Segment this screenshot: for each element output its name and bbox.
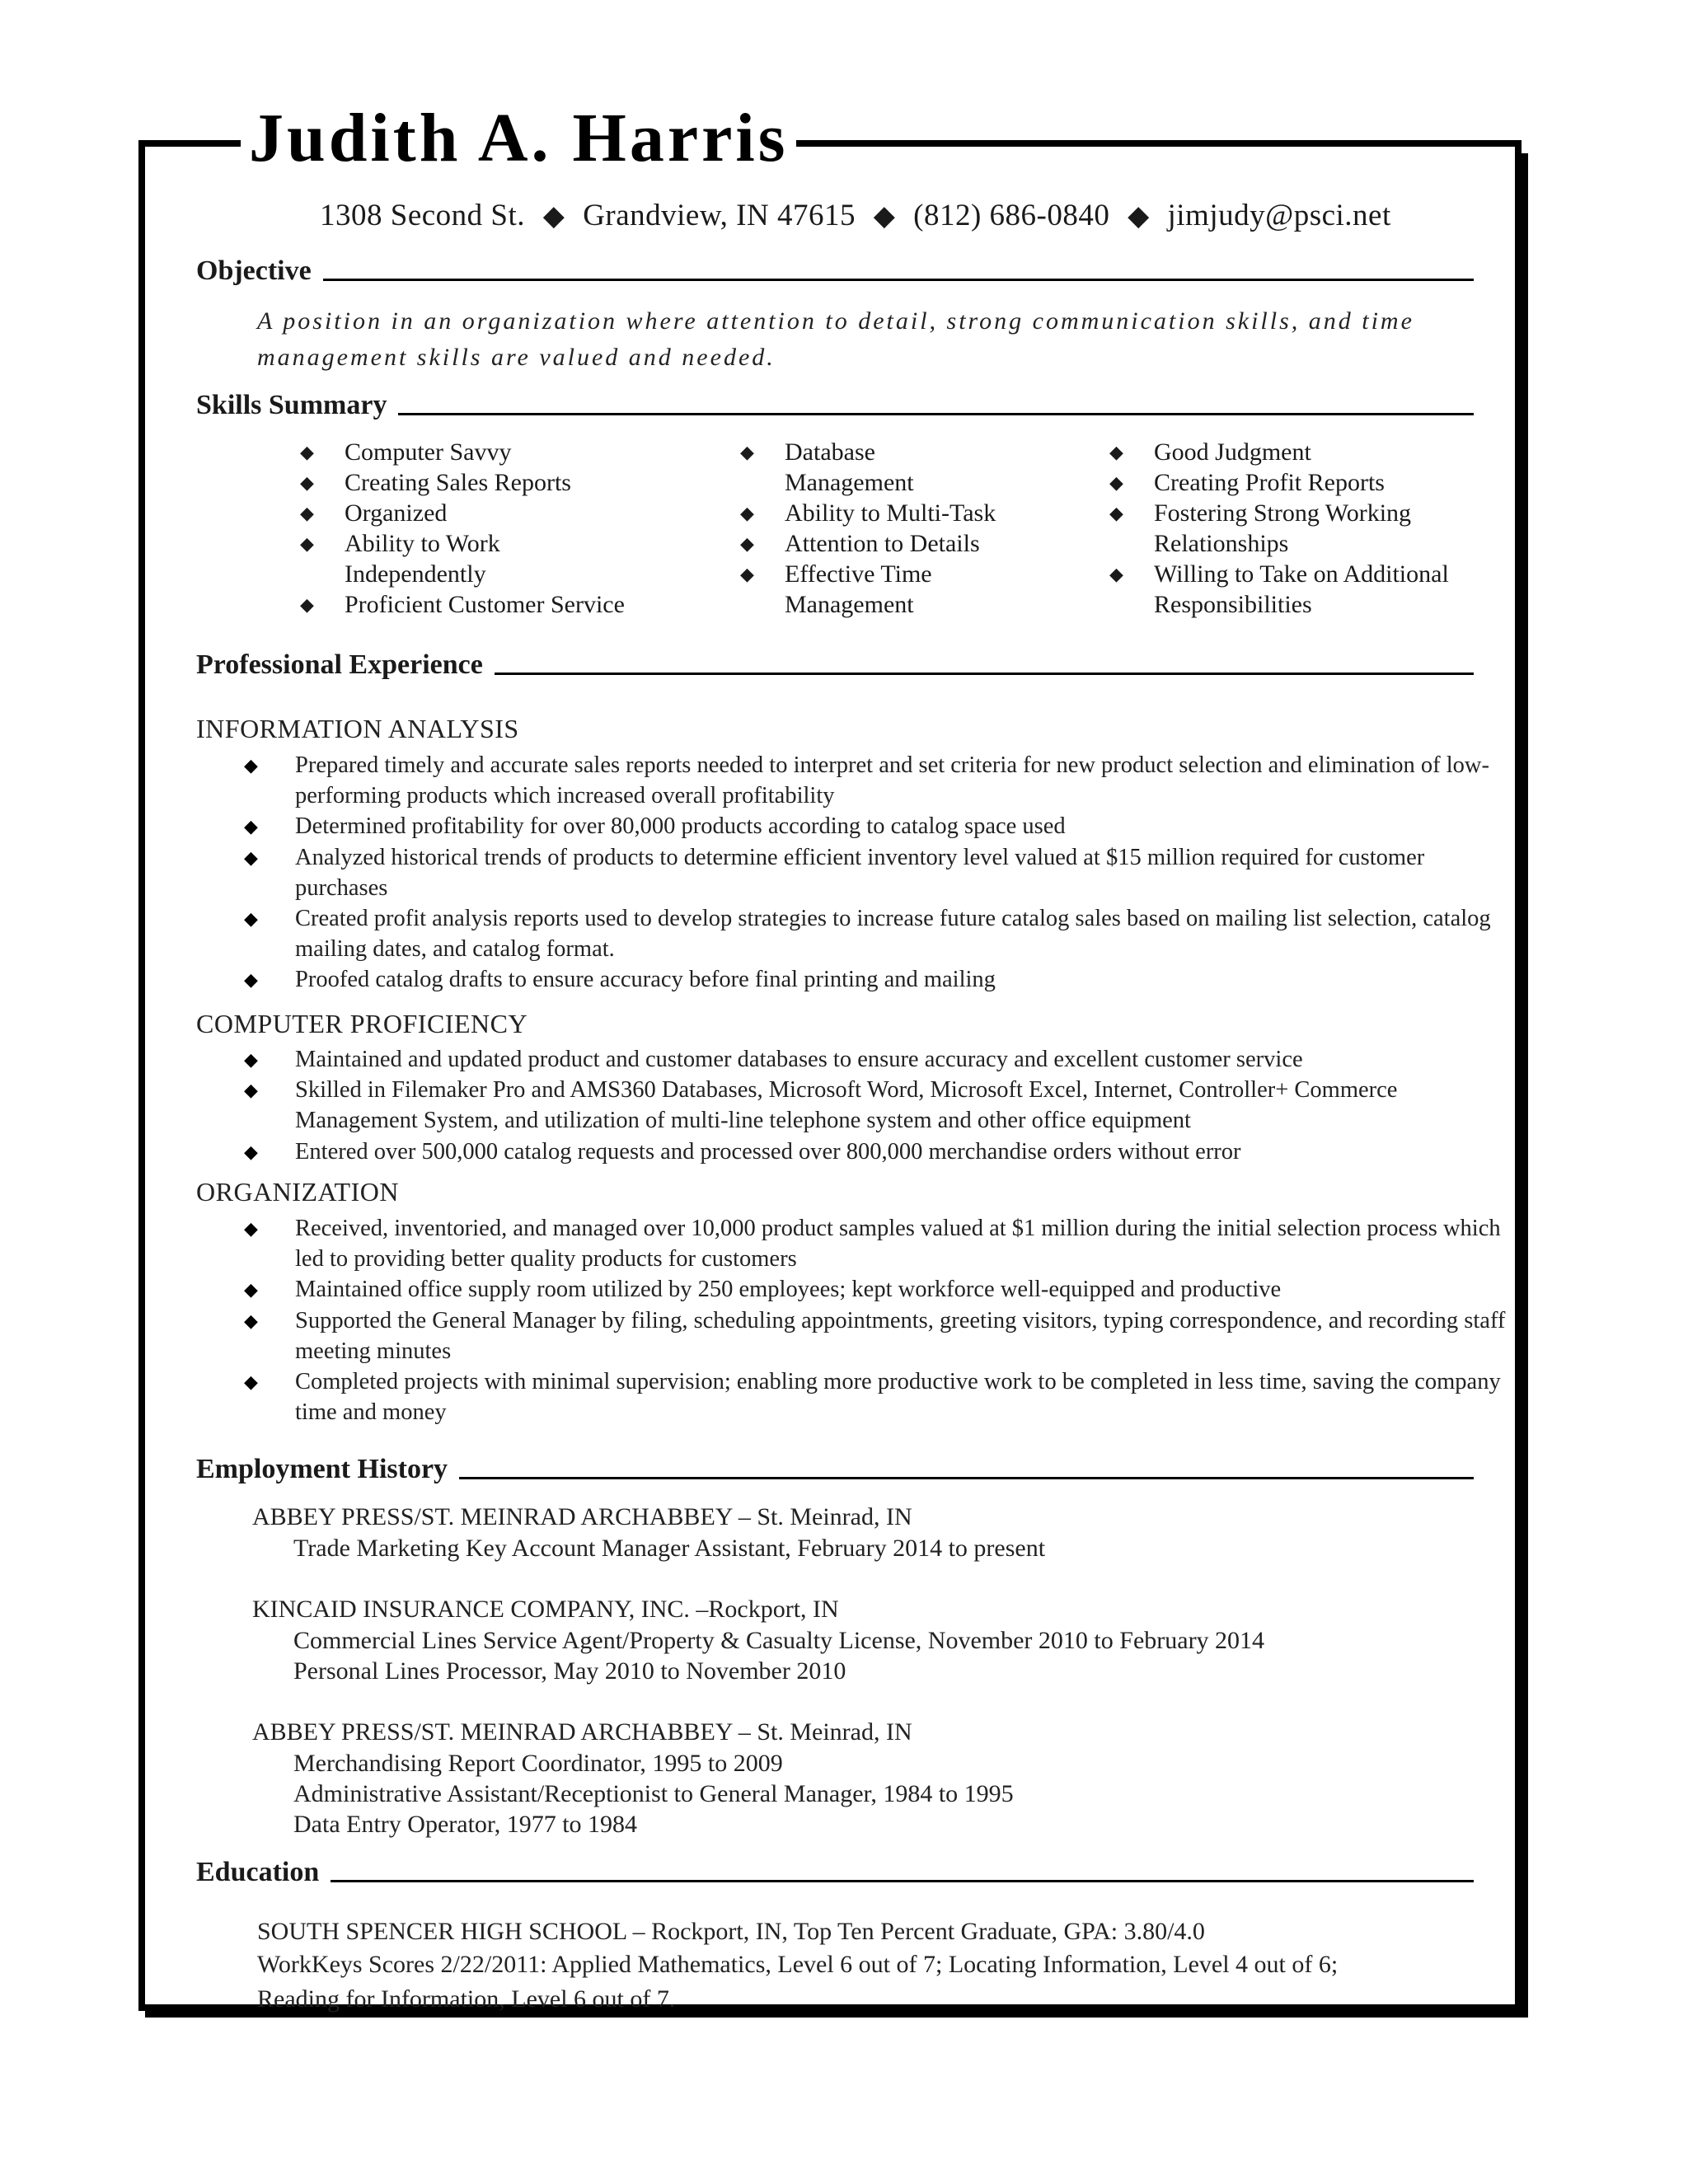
employer-name: ABBEY PRESS/ST. MEINRAD ARCHABBEY – St. Meinrad, IN [252, 1503, 912, 1530]
list-item: ◆ Prepared timely and accurate sales reports needed to interpret and set criteria for new product selection and elimination of low-performing products which increased overall profitability [244, 750, 1513, 811]
skill-item: ◆ Computer Savvy [300, 437, 679, 467]
section-rule [495, 673, 1474, 675]
list-item: ◆ Proofed catalog drafts to ensure accuracy before final printing and mailing [244, 964, 1513, 995]
employer-name: KINCAID INSURANCE COMPANY, INC. –Rockport, IN [252, 1596, 839, 1623]
list-item: ◆ Created profit analysis reports used to develop strategies to increase future catalog sales based on mailing list selection, catalog mailing dates, and catalog format. [244, 903, 1513, 964]
job-role: Administrative Assistant/Receptionist to General Manager, 1984 to 1995 [293, 1780, 1014, 1807]
objective-text: A position in an organization where attention to detail, strong communication skills, and time management skills are valued and needed. [257, 307, 1414, 371]
skills-column-2 [740, 437, 1020, 620]
job-role: Merchandising Report Coordinator, 1995 to 2009 [293, 1750, 783, 1777]
list-item: ◆ Received, inventoried, and managed over 10,000 product samples valued at $1 million during the initial selection process which led to providing better quality products for customers [244, 1213, 1513, 1274]
list-item: ◆ Skilled in Filemaker Pro and AMS360 Databases, Microsoft Word, Microsoft Excel, Internet, Controller+ Commerce Management System, and utilization of multi-line telephone system and other office equipment [244, 1075, 1513, 1136]
list-item: ◆ Determined profitability for over 80,000 products according to catalog space used [244, 811, 1513, 841]
skill-item: ◆ Fostering Strong Working Relationships [1109, 498, 1451, 559]
section-rule [331, 1880, 1474, 1882]
education-line: WorkKeys Scores 2/22/2011: Applied Mathematics, Level 6 out of 7; Locating Information, Level 4 out of 6; [257, 1951, 1339, 1978]
job-role: Trade Marketing Key Account Manager Assistant, February 2014 to present [293, 1535, 1046, 1562]
email-link[interactable]: jimjudy@psci.net [1167, 199, 1391, 232]
section-rule [323, 279, 1474, 281]
job-role: Data Entry Operator, 1977 to 1984 [293, 1811, 638, 1838]
list-item: ◆ Supported the General Manager by filing, scheduling appointments, greeting visitors, typing correspondence, and recording staff meeting minutes [244, 1305, 1513, 1366]
education-heading: Education [196, 1857, 1474, 1888]
skill-item: ◆ Ability to Multi-Task [740, 498, 1020, 528]
experience-group-title: ORGANIZATION [196, 1177, 399, 1207]
skill-item: ◆ Attention to Details [740, 528, 1020, 559]
objective-heading: Objective [196, 255, 1474, 287]
experience-list [244, 1213, 1513, 1427]
candidate-name: Judith A. Harris [241, 97, 796, 180]
contact-line [320, 198, 1391, 233]
education-line: SOUTH SPENCER HIGH SCHOOL – Rockport, IN, Top Ten Percent Graduate, GPA: 3.80/4.0 [257, 1918, 1205, 1945]
skill-item: ◆ Effective Time Management [740, 559, 966, 620]
skills-heading: Skills Summary [196, 390, 1474, 421]
skill-item: ◆ Willing to Take on Additional Responsibilities [1109, 559, 1451, 620]
list-item: ◆ Entered over 500,000 catalog requests and processed over 800,000 merchandise orders without error [244, 1137, 1513, 1167]
experience-heading: Professional Experience [196, 649, 1474, 681]
job-role: Personal Lines Processor, May 2010 to November 2010 [293, 1657, 846, 1685]
skills-column-3 [1109, 437, 1456, 620]
list-item: ◆ Analyzed historical trends of products to determine efficient inventory level valued at $15 million required for customer purchases [244, 842, 1513, 903]
skills-column-1 [300, 437, 679, 620]
experience-list [244, 750, 1513, 996]
job-role: Commercial Lines Service Agent/Property & Casualty License, November 2010 to February 2014 [293, 1627, 1265, 1654]
skill-item: ◆ Organized [300, 498, 679, 528]
diamond-icon: ◆ [542, 201, 565, 232]
skill-item: ◆ Creating Sales Reports [300, 467, 679, 498]
list-item: ◆ Maintained office supply room utilized by 250 employees; kept workforce well-equipped and productive [244, 1274, 1513, 1305]
address: 1308 Second St. [320, 199, 526, 232]
section-rule [459, 1477, 1474, 1479]
skill-item: ◆ Creating Profit Reports [1109, 467, 1456, 498]
diamond-icon: ◆ [873, 201, 896, 232]
list-item: ◆ Maintained and updated product and customer databases to ensure accuracy and excellent customer service [244, 1044, 1513, 1075]
list-item: ◆ Completed projects with minimal supervision; enabling more productive work to be completed in less time, saving the company time and money [244, 1366, 1513, 1427]
skill-item: ◆ Ability to Work Independently [300, 528, 542, 589]
skill-item: ◆ Database Management [740, 437, 950, 498]
phone: (812) 686-0840 [913, 199, 1110, 232]
diamond-icon: ◆ [1128, 201, 1150, 232]
employment-heading: Employment History [196, 1454, 1474, 1485]
experience-group-title: INFORMATION ANALYSIS [196, 714, 519, 743]
section-rule [398, 413, 1474, 415]
experience-list [244, 1044, 1513, 1167]
employer-name: ABBEY PRESS/ST. MEINRAD ARCHABBEY – St. Meinrad, IN [252, 1718, 912, 1746]
experience-group-title: COMPUTER PROFICIENCY [196, 1009, 528, 1038]
education-line: Reading for Information, Level 6 out of 7. [257, 1985, 676, 2013]
skill-item: ◆ Good Judgment [1109, 437, 1456, 467]
city-state-zip: Grandview, IN 47615 [583, 199, 856, 232]
skill-item: ◆ Proficient Customer Service [300, 589, 679, 620]
